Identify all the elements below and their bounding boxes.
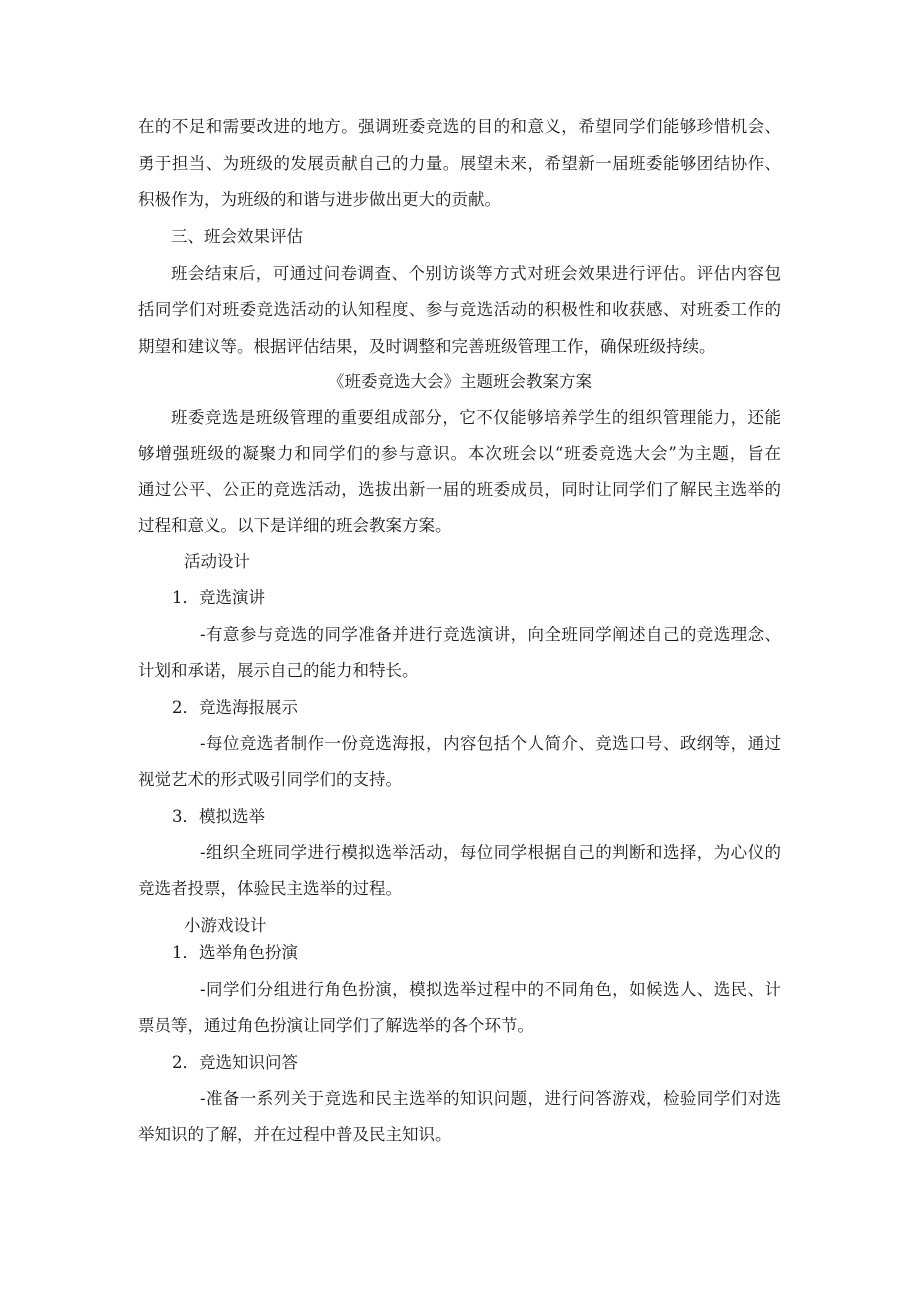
paragraph-line: 通过公平、公正的竞选活动，选拔出新一届的班委成员，同时让同学们了解民主选举的 <box>138 480 781 499</box>
paragraph-line: 在的不足和需要改进的地方。强调班委竞选的目的和意义，希望同学们能够珍惜机会、 <box>138 117 781 136</box>
paragraph-line: 括同学们对班委竞选活动的认知程度、参与竞选活动的积极性和收获感、对班委工作的 <box>138 300 781 319</box>
activity-item-title: 2．竞选海报展示 <box>172 698 298 717</box>
game-item-desc: -同学们分组进行角色扮演，模拟选举过程中的不同角色，如候选人、选民、计 <box>200 980 781 999</box>
game-item-desc: -准备一系列关于竞选和民主选举的知识问题，进行问答游戏，检验同学们对选 <box>200 1089 781 1108</box>
activity-item-desc: 计划和承诺，展示自己的能力和特长。 <box>138 661 419 680</box>
game-item-desc: 票员等，通过角色扮演让同学们了解选举的各个环节。 <box>138 1016 534 1035</box>
activity-item-desc: -有意参与竞选的同学准备并进行竞选演讲，向全班同学阐述自己的竞选理念、 <box>200 625 781 644</box>
activity-item-desc: 竞选者投票，体验民主选举的过程。 <box>138 879 402 898</box>
paragraph-line: 班会结束后，可通过问卷调查、个别访谈等方式对班会效果进行评估。评估内容包 <box>171 264 781 283</box>
document-title: 《班委竞选大会》主题班会教案方案 <box>328 372 592 391</box>
game-item-title: 1．选举角色扮演 <box>172 943 298 962</box>
paragraph-line: 勇于担当、为班级的发展贡献自己的力量。展望未来，希望新一届班委能够团结协作、 <box>138 154 781 173</box>
paragraph-line: 积极作为，为班级的和谐与进步做出更大的贡献。 <box>138 190 501 209</box>
activity-item-desc: -组织全班同学进行模拟选举活动，每位同学根据自己的判断和选择，为心仪的 <box>200 843 781 862</box>
paragraph-line: 期望和建议等。根据评估结果，及时调整和完善班级管理工作，确保班级持续。 <box>138 337 716 356</box>
game-heading: 小游戏设计 <box>184 916 267 935</box>
activity-heading: 活动设计 <box>184 552 250 571</box>
game-item-desc: 举知识的了解，并在过程中普及民主知识。 <box>138 1125 452 1144</box>
activity-item-desc: -每位竞选者制作一份竞选海报，内容包括个人简介、竞选口号、政纲等，通过 <box>200 734 781 753</box>
game-item-title: 2．竞选知识问答 <box>172 1053 298 1072</box>
activity-item-title: 1．竞选演讲 <box>172 588 265 607</box>
paragraph-line: 过程和意义。以下是详细的班会教案方案。 <box>138 516 452 535</box>
section-heading: 三、班会效果评估 <box>171 227 303 246</box>
paragraph-line: 够增强班级的凝聚力和同学们的参与意识。本次班会以“班委竞选大会”为主题，旨在 <box>138 444 781 463</box>
activity-item-desc: 视觉艺术的形式吸引同学们的支持。 <box>138 770 402 789</box>
paragraph-line: 班委竞选是班级管理的重要组成部分，它不仅能够培养学生的组织管理能力，还能 <box>171 408 781 427</box>
activity-item-title: 3．模拟选举 <box>172 807 265 826</box>
